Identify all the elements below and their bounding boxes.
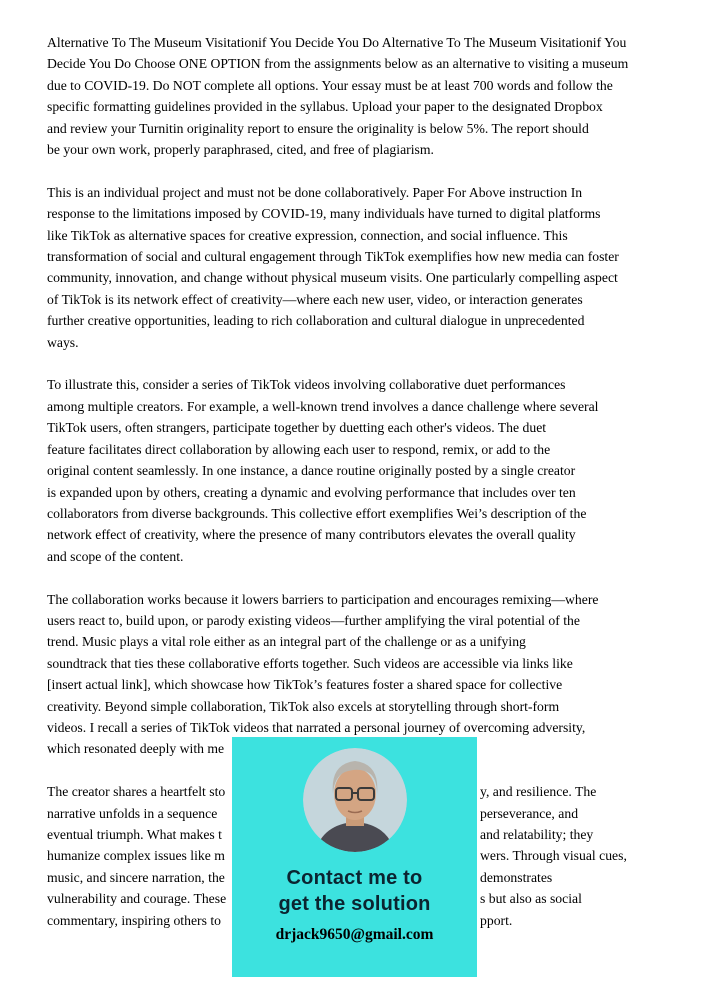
text-fragment-left: commentary, inspiring others to [47, 912, 221, 928]
text-line: videos. I recall a series of TikTok videos that narrated a personal journey of overcoming adversity, [47, 719, 586, 735]
text-line: feature facilitates direct collaboration by allowing each user to respond, remix, or add to the [47, 441, 551, 457]
tutor-photo [303, 748, 407, 852]
text-fragment-right: wers. Through visual cues, [480, 848, 627, 864]
ad-headline [232, 865, 477, 917]
text-line: is expanded upon by others, creating a dynamic and evolving performance that includes over ten [47, 484, 576, 500]
text-line: among multiple creators. For example, a well-known trend involves a dance challenge where several [47, 398, 599, 414]
ad-headline-line1: Contact me to [286, 867, 423, 889]
text-line: trend. Music plays a vital role either as an integral part of the challenge or as a unifying [47, 634, 526, 650]
text-line: due to COVID-19. Do NOT complete all options. Your essay must be at least 700 words and follow the [47, 77, 613, 93]
text-line: soundtrack that ties these collaborative efforts together. Such videos are accessible via links like [47, 655, 573, 671]
text-line: collaborators from diverse backgrounds. This collective effort exemplifies Wei’s description of the [47, 505, 587, 521]
text-line: The collaboration works because it lowers barriers to participation and encourages remixing—where [47, 591, 599, 607]
text-fragment-right: and relatability; they [480, 826, 594, 842]
text-fragment-left: humanize complex issues like m [47, 848, 225, 864]
text-line: and scope of the content. [47, 548, 184, 564]
text-line: Alternative To The Museum Visitationif You Decide You Do Alternative To The Museum Visitationif You [47, 35, 627, 50]
text-fragment-right: perseverance, and [480, 805, 579, 821]
text-line: Decide You Do Choose ONE OPTION from the assignments below as an alternative to visiting a museum [47, 56, 629, 72]
text-line: specific formatting guidelines provided in the syllabus. Upload your paper to the designated Dropbox [47, 99, 603, 115]
contact-ad-overlay[interactable] [232, 737, 477, 977]
text-line: and review your Turnitin originality report to ensure the originality is below 5%. The report should [47, 120, 589, 136]
ad-headline-line2: get the solution [278, 893, 431, 915]
tutor-photo-illustration [303, 748, 407, 852]
ad-email[interactable]: drjack9650@gmail.com [275, 926, 434, 943]
text-fragment-right: y, and resilience. The [480, 784, 597, 800]
text-fragment-right: s but also as social [480, 891, 582, 907]
text-line: To illustrate this, consider a series of TikTok videos involving collaborative duet performances [47, 377, 566, 393]
text-line: response to the limitations imposed by COVID-19, many individuals have turned to digital platforms [47, 206, 601, 222]
text-line: community, innovation, and change without physical museum visits. One particularly compelling aspect [47, 270, 618, 286]
paragraph [47, 182, 663, 353]
paragraph [47, 374, 663, 567]
text-line: which resonated deeply with me [47, 741, 225, 757]
text-fragment-left: The creator shares a heartfelt sto [47, 784, 226, 800]
text-line: ways. [47, 334, 79, 350]
text-line: users react to, build upon, or parody existing videos—further amplifying the viral potential of the [47, 612, 580, 628]
text-line: like TikTok as alternative spaces for creative expression, connection, and social influence. This [47, 227, 568, 243]
text-line: transformation of social and cultural engagement through TikTok exemplifies how new media can foster [47, 249, 619, 265]
text-line: This is an individual project and must not be done collaboratively. Paper For Above instruction In [47, 184, 583, 200]
paragraph [47, 589, 663, 760]
text-fragment-left: music, and sincere narration, the [47, 869, 225, 885]
text-line: of TikTok is its network effect of creativity—where each new user, video, or interaction generates [47, 291, 583, 307]
text-line: original content seamlessly. In one instance, a dance routine originally posted by a single creator [47, 463, 576, 479]
paragraph [47, 32, 663, 160]
text-line: be your own work, properly paraphrased, cited, and free of plagiarism. [47, 142, 434, 158]
text-fragment-left: narrative unfolds in a sequence [47, 805, 218, 821]
text-line: [insert actual link], which showcase how TikTok’s features foster a shared space for collective [47, 677, 563, 693]
text-fragment-right: pport. [480, 912, 513, 928]
text-fragment-right: demonstrates [480, 869, 553, 885]
text-line: further creative opportunities, leading to rich collaboration and cultural dialogue in unprecedented [47, 313, 585, 329]
text-line: TikTok users, often strangers, participate together by duetting each other's videos. The duet [47, 420, 547, 436]
text-line: creativity. Beyond simple collaboration, TikTok also excels at storytelling through short-form [47, 698, 560, 714]
text-line: network effect of creativity, where the presence of many contributors elevates the overall quality [47, 527, 576, 543]
text-fragment-left: vulnerability and courage. These [47, 891, 227, 907]
text-fragment-left: eventual triumph. What makes t [47, 826, 222, 842]
